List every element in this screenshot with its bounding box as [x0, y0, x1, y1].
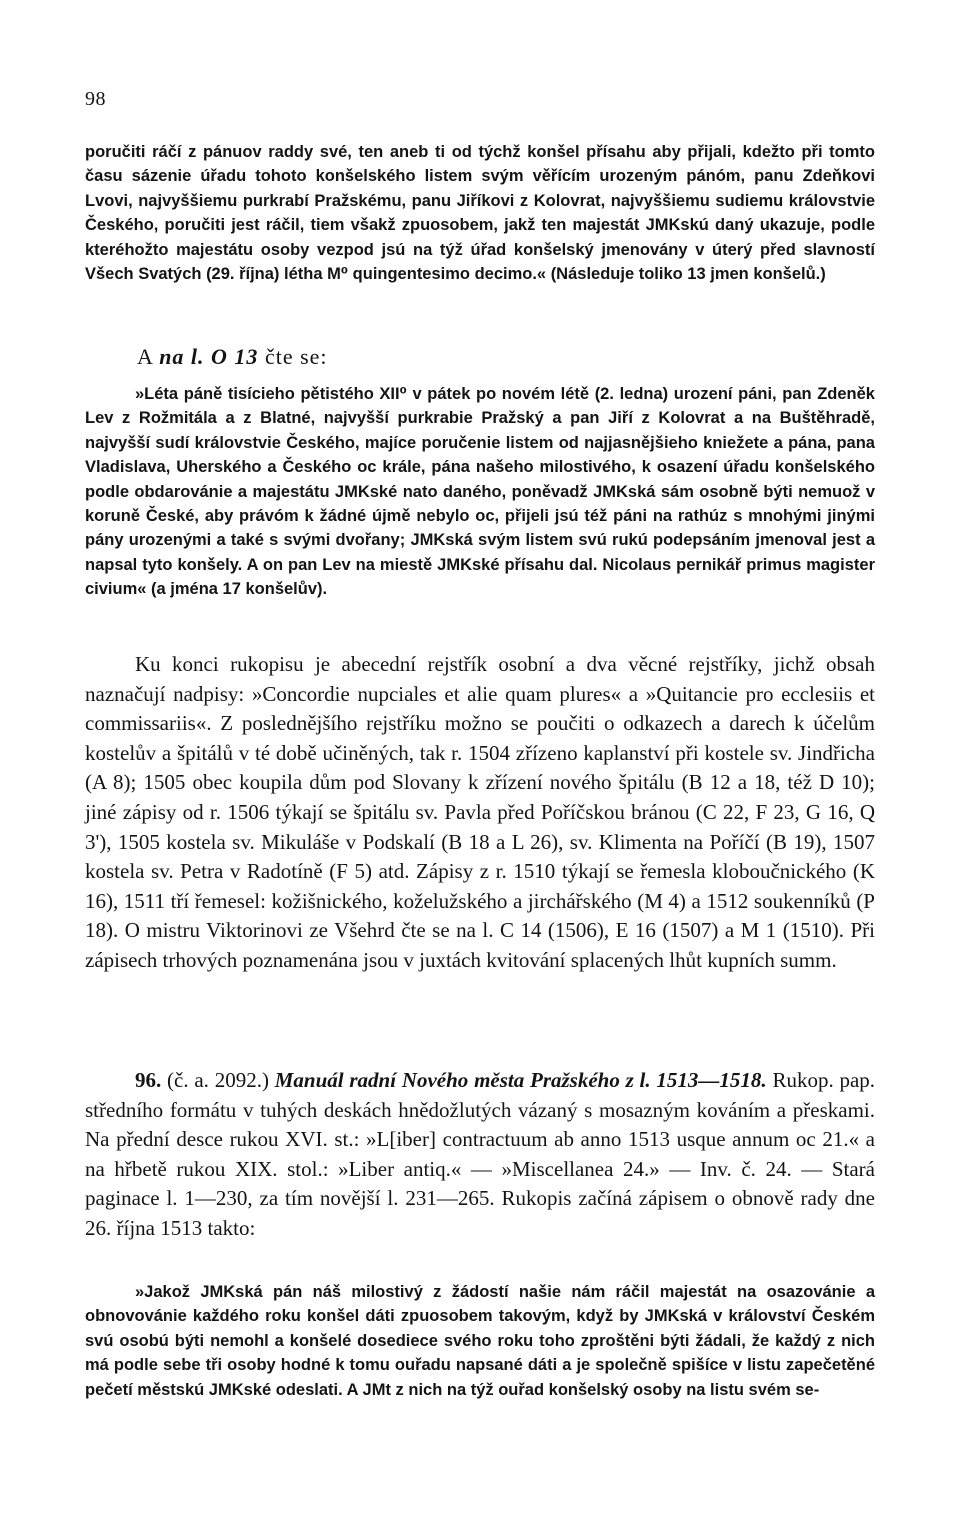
paragraph-quote-leta: »Léta páně tisícieho pětistého XII⁰ v pátek po novém létě (2. ledna) urození páni, pan Zdeněk Lev z Rožmitála a z Blatné, najvyšší purkrabie Pražský a pan Jiří z Kolovrat a na Buštěhradě, najvyšší sudí královstvie Českého, majíce poručenie listem od najjasnějšieho kniežete a pána, pana Vladislava, Uherského a Českého oc krále, pána našeho milostivého, k osazení úřadu konšelského podle obdarovánie a majestátu JMKské nato daného, poněvadž JMKská sám osobně býti nemuož v koruně České, aby právóm k žádné újmě nebylo oc, přijeli jsú též páni na rathúz s mnohými jinými pány urozenými a také s svými dvořany; JMKská svým listem svú rukú podepsáním jmenoval jest a napsal tyto konšely. A on pan Lev na miestě JMKské přísahu dal. Nicolaus pernikář primus magister civium« (a jména 17 konšelův).: [85, 385, 875, 599]
page-number: 98: [85, 88, 106, 110]
entry-archive-ref: (č. a. 2092.): [167, 1068, 269, 1092]
catalog-entry-96: [85, 1066, 875, 1244]
paragraph-continuation: poručiti ráčí z pánuov raddy své, ten aneb ti od týchž konšel přísahu aby přijali, kdežto při tomto času sázenie úřadu tohoto konšelského listem svým věřícím urozeným pánóm, panu Zdeňkovi Lvovi, najvyššiemu purkrabí Pražskému, panu Jiříkovi z Kolovrat, najvyššiemu sudiemu královstvie Českého, poručiti jest ráčil, tiem všakž zpuosobem, jakž ten majestát JMKskú daný ukazuje, podle kteréhožto majestátu osoby vezpod jsú na týž úřad konšelský jmenovány v úterý před slavností Všech Svatých (29. října) létha M⁰ quingentesimo decimo.« (Následuje toliko 13 jmen konšelů.): [85, 143, 875, 284]
subheading-prefix: A: [137, 344, 153, 369]
entry-description: Rukop. pap. středního formátu v tuhých deskách hnědožlutých vázaný s mosazným kováním a přeskami. Na přední desce rukou XVI. st.: »L[iber] contractuum ab anno 1513 usque annum oc 21.« a na hřbetě rukou XIX. stol.: »Liber antiq.« — »Miscellanea 24.» — Inv. č. 24. — Stará paginace l. 1—230, za tím novější l. 231—265. Rukopis začíná zápisem o obnově rady dne 26. října 1513 takto:: [85, 1068, 876, 1240]
subheading-suffix: čte se:: [264, 344, 328, 369]
paragraph-register-description: Ku konci rukopisu je abecední rejstřík osobní a dva věcné rejstříky, jichž obsah naznačují nadpisy: »Concordie nupciales et alie quam plures« a »Quitancie pro ecclesiis et commissariis«. Z poslednějšího rejstříku možno se poučiti o odkazech a darech k účelům kostelův a špitálů v té době učiněných, tak r. 1504 zřízeno kaplanství při kostele sv. Jindřicha (A 8); 1505 obec koupila dům pod Slovany k zřízení nového špitálu (B 12 a 18, též D 10); jiné zápisy od r. 1506 týkají se špitálu sv. Pavla před Poříčskou bránou (C 22, F 23, G 16, Q 3'), 1505 kostela sv. Mikuláše v Podskalí (B 18 a L 26), sv. Klimenta na Poříčí (B 19), 1507 kostela sv. Petra v Radotíně (F 5) atd. Zápisy z r. 1510 týkají se řemesla kloboučnického (K 16), 1511 tří řemesel: kožišnického, koželužského a jirchářského (M 4) a 1512 soukenníků (P 18). O mistru Viktorinovi ze Všehrd čte se na l. C 14 (1506), E 16 (1507) a M 1 (1510). Při zápisech trhových poznamenána jsou v juxtách kvitování splacených lhůt kupních summ.: [85, 652, 875, 972]
entry-number: 96.: [135, 1068, 162, 1092]
entry-title: Manuál radní Nového města Pražského z l. 1513—1518.: [274, 1068, 767, 1092]
paragraph-quote-jakoz: »Jakož JMKská pán náš milostivý z žádostí našie nám ráčil majestát na osazovánie a obnovovánie každého roku konšel dáti zpuosobem takovým, když by JMKská v království Českém svú osobú býti nemohl a konšelé dosediece svého roku toho zproštěni býti žádali, že každý z nich má podle sebe tři osoby hodné k tomu ouřadu napsané dáti a je společně spišíce v listu zapečetěné pečetí městskú JMKské odeslati. A JMt z nich na týž ouřad konšelský osoby na listu svém se-: [85, 1283, 875, 1399]
subheading-folio-reference: [137, 344, 328, 370]
subheading-folio: na l. O 13: [159, 344, 259, 369]
